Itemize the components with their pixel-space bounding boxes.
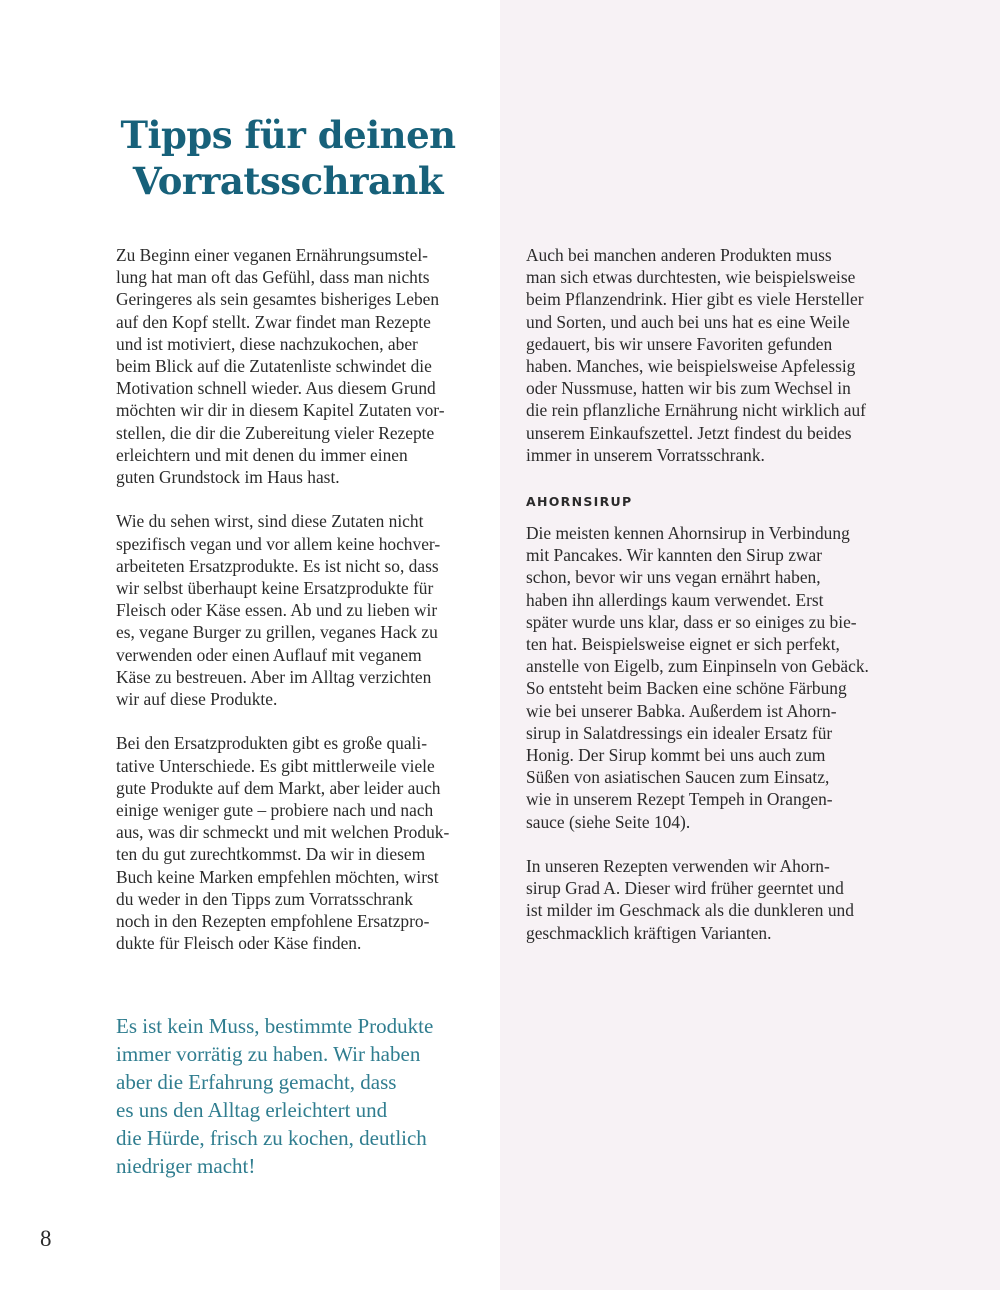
- section-heading: AHORNSIRUP: [526, 494, 633, 510]
- right-column: [526, 244, 898, 944]
- body-paragraph: In unseren Rezepten verwenden wir Ahorn- sirup Grad A. Dieser wird früher geerntet und ist milder im Geschmack als die dunkleren und geschmacklich kräftigen Varianten.: [526, 856, 854, 943]
- body-paragraph: Die meisten kennen Ahornsirup in Verbindung mit Pancakes. Wir kannten den Sirup zwar schon, bevor wir uns vegan ernährt haben, haben ihn allerdings kaum verwendet. Erst später wurde uns klar, dass er so einiges zu bie- ten hat. Beispielsweise eignet er sich perfekt, anstelle von Eigelb, zum Einpinseln von Gebäck. So entsteht beim Backen eine schöne Färbung wie bei unserer Babka. Außerdem ist Ahorn- sirup in Salatdressings ein idealer Ersatz für Honig. Der Sirup kommt bei uns auch zum Süßen von asiatischen Saucen zum Einsatz, wie in unserem Rezept Tempeh in Orangen- sauce (siehe Seite 104).: [526, 523, 869, 832]
- body-paragraph: Auch bei manchen anderen Produkten muss man sich etwas durchtesten, wie beispielsweise beim Pflanzendrink. Hier gibt es viele Hersteller und Sorten, und auch bei uns hat es eine Weile gedauert, bis wir unsere Favoriten gefunden haben. Manches, wie beispielsweise Apfelessig oder Nussmuse, hatten wir bis zum Wechsel in die rein pflanzliche Ernährung nicht wirklich auf unserem Einkaufszettel. Jetzt findest du beides immer in unserem Vorratsschrank.: [526, 245, 866, 465]
- body-paragraph: Zu Beginn einer veganen Ernährungsumstel- lung hat man oft das Gefühl, dass man nichts Geringeres als sein gesamtes bisheriges Leben auf den Kopf stellt. Zwar findet man Rezepte und ist motiviert, diese nachzukochen, aber beim Blick auf die Zutatenliste schwindet die Motivation schnell wieder. Aus diesem Grund möchten wir dir in diesem Kapitel Zutaten vor- stellen, die dir die Zubereitung vieler Rezepte erleichtern und mit denen du immer einen guten Grundstock im Haus hast.: [116, 245, 445, 488]
- left-column: [116, 244, 488, 954]
- pull-quote: Es ist kein Muss, bestimmte Produkte immer vorrätig zu haben. Wir haben aber die Erfahrung gemacht, dass es uns den Alltag erleichtert und die Hürde, frisch zu kochen, deutlich niedriger macht!: [116, 1014, 434, 1178]
- page-title: Tipps für deinen Vorratsschrank: [120, 113, 456, 203]
- body-paragraph: Wie du sehen wirst, sind diese Zutaten nicht spezifisch vegan und vor allem keine hochver- arbeiteten Ersatzprodukte. Es ist nicht so, dass wir selbst überhaupt keine Ersatzprodukte für Fleisch oder Käse essen. Ab und zu lieben wir es, vegane Burger zu grillen, veganes Hack zu verwenden oder einen Auflauf mit veganem Käse zu bestreuen. Aber im Alltag verzichten wir auf diese Produkte.: [116, 511, 441, 710]
- body-paragraph: Bei den Ersatzprodukten gibt es große quali- tative Unterschiede. Es gibt mittlerweile viele gute Produkte auf dem Markt, aber leider auch einige weniger gute – probiere nach und nach aus, was dir schmeckt und mit welchen Produk- ten du gut zurechtkommst. Da wir in diesem Buch keine Marken empfehlen möchten, wirst du weder in den Tipps zum Vorratsschrank noch in den Rezepten empfohlene Ersatzpro- dukte für Fleisch oder Käse finden.: [116, 733, 450, 954]
- page-number: 8: [40, 1226, 52, 1251]
